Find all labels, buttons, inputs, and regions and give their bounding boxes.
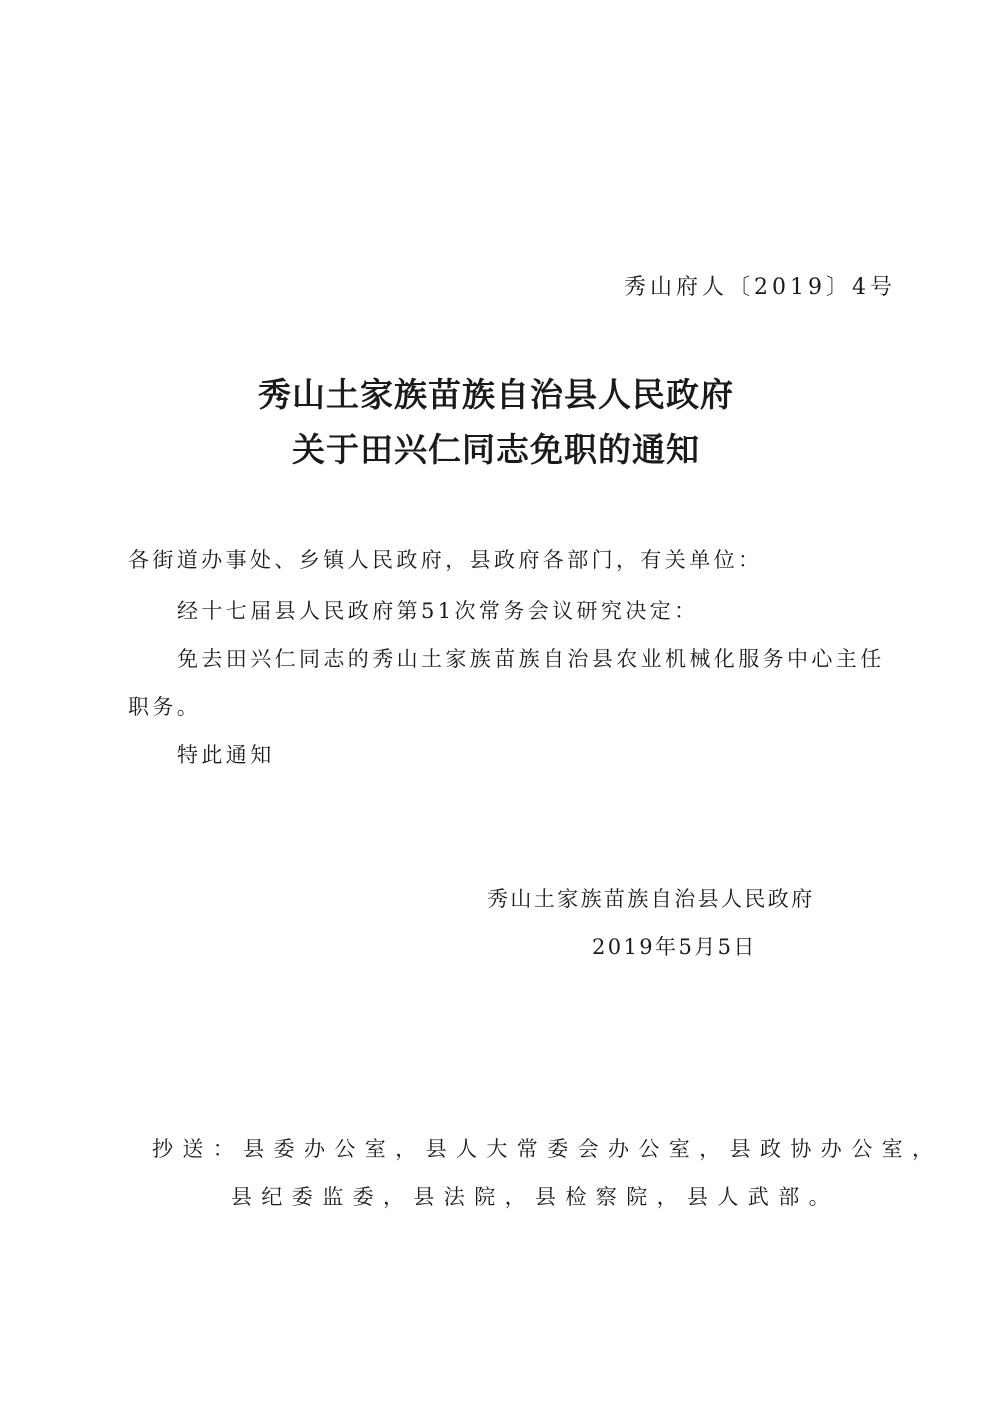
body-paragraph-3: 特此通知	[177, 743, 275, 767]
document-number: 秀山府人〔2019〕4号	[624, 275, 896, 300]
addressee: 各街道办事处、乡镇人民政府，县政府各部门，有关单位：	[128, 548, 763, 572]
document-title-line-1: 秀山土家族苗族自治县人民政府	[258, 375, 734, 414]
issue-date: 2019年5月5日	[592, 935, 757, 959]
body-paragraph-1: 经十七届县人民政府第51次常务会议研究决定：	[177, 599, 699, 623]
issuer-signature: 秀山土家族苗族自治县人民政府	[487, 887, 815, 911]
body-paragraph-2-line-1: 免去田兴仁同志的秀山土家族苗族自治县农业机械化服务中心主任	[177, 647, 885, 671]
cc-list-line-1: 抄送：县委办公室，县人大常委会办公室，县政协办公室，	[152, 1137, 943, 1161]
body-paragraph-2-line-2: 职务。	[128, 695, 202, 719]
cc-list-line-2: 县纪委监委，县法院，县检察院，县人武部。	[231, 1185, 839, 1209]
document-title-line-2: 关于田兴仁同志免职的通知	[292, 430, 700, 469]
